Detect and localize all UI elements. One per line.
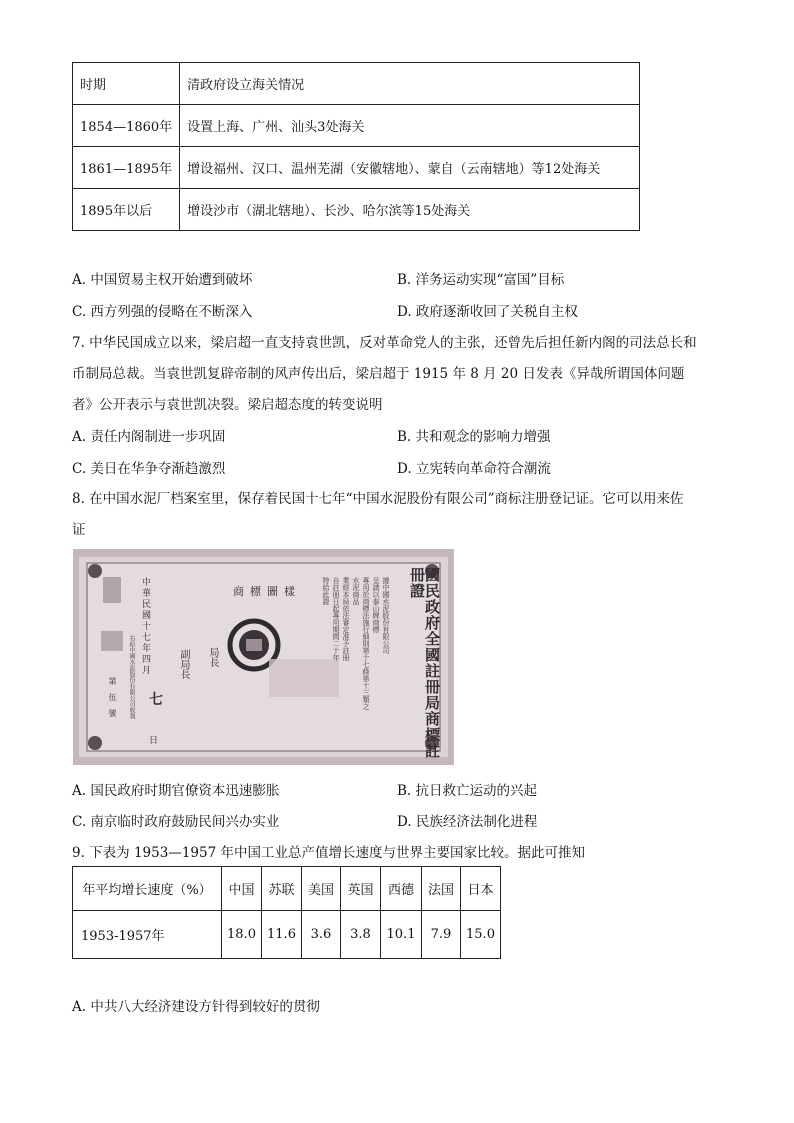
q7-stem-line: 者》公开表示与袁世凯决裂。梁启超态度的转变说明 bbox=[72, 397, 383, 413]
q9-stem: 9. 下表为 1953—1957 年中国工业总产值增长速度与世界主要国家比较。据此可推知 bbox=[72, 845, 585, 861]
table-header-cell: 法国 bbox=[422, 867, 461, 911]
table-header-cell: 苏联 bbox=[262, 867, 302, 911]
q7-stem-line: 币制局总裁。当袁世凯复辟帝制的风声传出后，梁启超于 1915 年 8 月 20 日发表《异哉所谓国体问题 bbox=[72, 366, 685, 382]
table-cell: 3.6 bbox=[302, 911, 341, 959]
customs-table bbox=[72, 62, 640, 231]
certificate-seventh: 七 bbox=[149, 692, 163, 708]
certificate-sample-label: 商標圖樣 bbox=[233, 585, 301, 598]
q7-option-c: C. 美日在华争夺渐趋激烈 bbox=[72, 461, 226, 477]
table-cell: 1854—1860年 bbox=[73, 105, 180, 147]
q7-stem-line: 7. 中华民国成立以来，梁启超一直支持袁世凯，反对革命党人的主张，还曾先后担任新内阁的司法总长和 bbox=[72, 335, 697, 351]
q8-stem-line: 8. 在中国水泥厂档案室里，保存着民国十七年“中国水泥股份有限公司”商标注册登记证。它可以用来佐 bbox=[72, 491, 684, 507]
q6-option-b: B. 洋务运动实现“富国”目标 bbox=[397, 272, 565, 288]
table-header-cell: 美国 bbox=[302, 867, 341, 911]
q8-option-c: C. 南京临时政府鼓励民间兴办实业 bbox=[72, 814, 280, 830]
table-header-cell: 日本 bbox=[461, 867, 501, 911]
table-cell: 7.9 bbox=[422, 911, 461, 959]
table-cell: 11.6 bbox=[262, 911, 302, 959]
q6-option-d: D. 政府逐渐收回了关税自主权 bbox=[397, 304, 578, 320]
table-cell: 10.1 bbox=[381, 911, 422, 959]
table-cell: 设置上海、广州、汕头3处海关 bbox=[180, 105, 640, 147]
table-header-cell: 中国 bbox=[222, 867, 262, 911]
table-cell: 3.8 bbox=[341, 911, 381, 959]
certificate-title: 國民政府全國註冊局商標註冊證 bbox=[408, 567, 441, 759]
trademark-certificate-photo bbox=[73, 549, 454, 765]
table-header-cell: 西德 bbox=[381, 867, 422, 911]
table-cell: 1895年以后 bbox=[73, 189, 180, 231]
q6-option-a: A. 中国贸易主权开始遭到破坏 bbox=[72, 272, 253, 288]
table-cell: 15.0 bbox=[461, 911, 501, 959]
certificate-body-line: 特給此證 bbox=[322, 577, 330, 605]
table-header-cell: 年平均增长速度（%） bbox=[73, 867, 222, 911]
certificate-number: 第 伍 號 bbox=[108, 677, 117, 717]
certificate-bureau-chief: 局長 bbox=[207, 647, 218, 667]
q7-option-a: A. 责任内阁制进一步巩固 bbox=[72, 429, 226, 445]
certificate-body-line: 自註冊日起專用期間二十年 bbox=[332, 577, 340, 661]
q7-option-b: B. 共和观念的影响力增强 bbox=[397, 429, 551, 445]
table-row bbox=[73, 105, 640, 147]
table-cell: 1953-1957年 bbox=[73, 911, 222, 959]
certificate-body bbox=[321, 577, 391, 727]
table-row bbox=[73, 911, 501, 959]
certificate-body-line: 專用於商標法施行細則第十七條第十三類之 bbox=[362, 577, 370, 710]
q8-option-b: B. 抗日救亡运动的兴起 bbox=[397, 783, 538, 799]
certificate-body-line: 業經本局依法審定准予註冊 bbox=[342, 577, 350, 661]
table-header-cell: 清政府设立海关情况 bbox=[180, 63, 640, 105]
growth-rate-table bbox=[72, 866, 501, 959]
certificate-date: 中華民國十七年四月 bbox=[140, 577, 150, 676]
table-row bbox=[73, 867, 501, 911]
table-row bbox=[73, 147, 640, 189]
q6-option-c: C. 西方列强的侵略在不断深入 bbox=[72, 304, 253, 320]
q9-option-a: A. 中共八大经济建设方针得到较好的贯彻 bbox=[72, 999, 320, 1015]
table-row bbox=[73, 189, 640, 231]
certificate-day: 日 bbox=[149, 736, 159, 746]
certificate-body-line: 水泥商品 bbox=[352, 577, 360, 605]
q8-stem-line: 证 bbox=[72, 522, 86, 538]
table-cell: 1861—1895年 bbox=[73, 147, 180, 189]
q7-option-d: D. 立宪转向革命符合潮流 bbox=[397, 461, 551, 477]
table-cell: 增设福州、汉口、温州芜湖（安徽辖地）、蒙自（云南辖地）等12处海关 bbox=[180, 147, 640, 189]
certificate-body-line: 據中國水泥股份有限公司 bbox=[382, 577, 390, 654]
q8-option-d: D. 民族经济法制化进程 bbox=[397, 814, 538, 830]
certificate-received: 右給中國水泥股份有限公司收執 bbox=[128, 635, 135, 719]
table-cell: 增设沙市（湖北辖地）、长沙、哈尔滨等15处海关 bbox=[180, 189, 640, 231]
q8-option-a: A. 国民政府时期官僚资本迅速膨胀 bbox=[72, 783, 280, 799]
table-row bbox=[73, 63, 640, 105]
table-header-cell: 英国 bbox=[341, 867, 381, 911]
certificate-deputy-chief: 副局長 bbox=[178, 649, 189, 679]
certificate-body-line: 呈請以泰山牌商標 bbox=[372, 577, 380, 633]
table-cell: 18.0 bbox=[222, 911, 262, 959]
table-header-cell: 时期 bbox=[73, 63, 180, 105]
